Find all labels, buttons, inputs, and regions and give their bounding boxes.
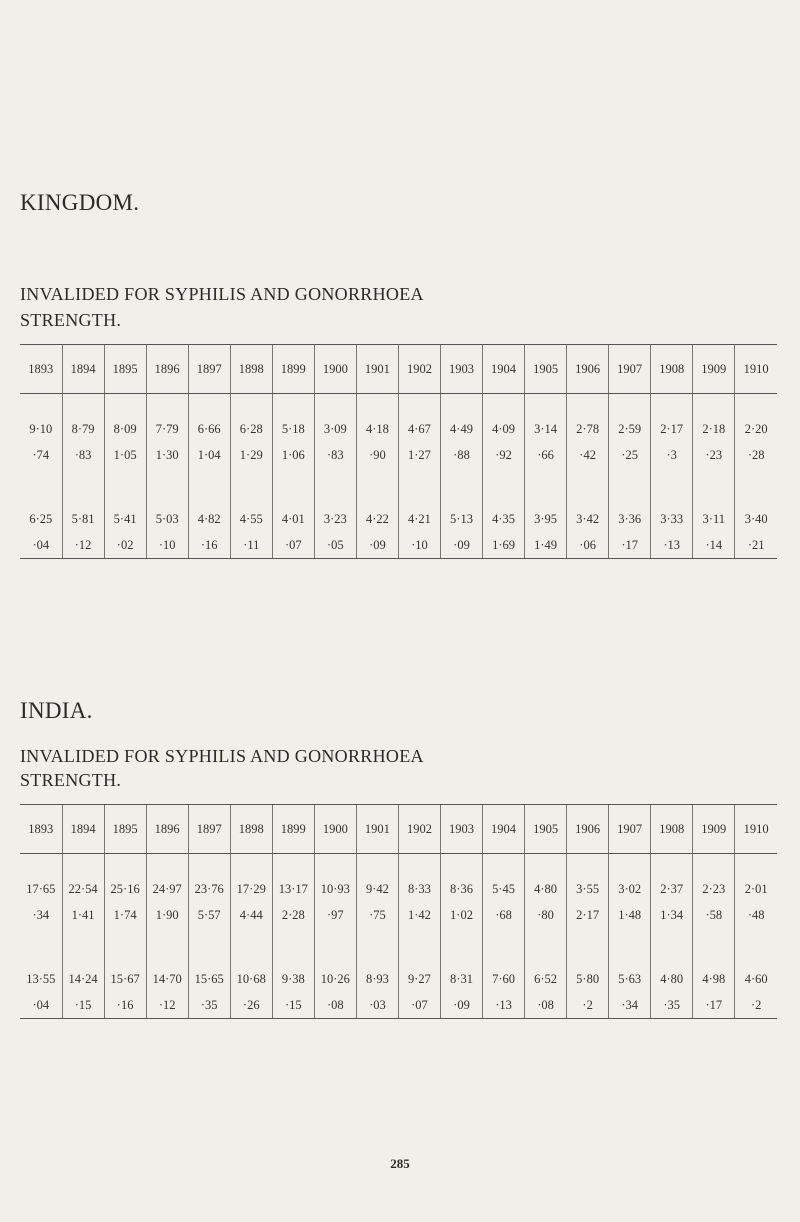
- table-row: [20, 876, 777, 902]
- year-header: 1905: [525, 345, 567, 394]
- year-header: 1894: [62, 805, 104, 854]
- table-cell: ·34: [609, 992, 651, 1019]
- year-header: 1906: [567, 345, 609, 394]
- spacer-row: [20, 468, 777, 506]
- table-cell: 1·04: [188, 442, 230, 468]
- year-header: 1907: [609, 805, 651, 854]
- table-cell: 4·67: [398, 416, 440, 442]
- table-cell: ·74: [32, 447, 50, 462]
- table-row: [20, 532, 777, 559]
- table-cell: 4·98: [693, 966, 735, 992]
- table-cell: ·13: [651, 532, 693, 559]
- table-cell: 1·69: [483, 532, 525, 559]
- year-header: 1900: [314, 345, 356, 394]
- india-subtitle-line1: INVALIDED FOR SYPHILIS AND GONORRHOEA: [20, 746, 424, 766]
- india-table: [20, 804, 777, 1019]
- table-cell: ·83: [314, 442, 356, 468]
- header-row: [20, 805, 777, 854]
- page-number: 285: [390, 1156, 410, 1171]
- table-cell: ·15: [272, 992, 314, 1019]
- india-heading: INDIA.: [20, 698, 93, 723]
- year-header: 1903: [440, 345, 482, 394]
- year-header: 1893: [20, 345, 62, 394]
- table-cell: 4·01: [272, 506, 314, 532]
- table-cell: ·13: [483, 992, 525, 1019]
- table-cell: ·2: [735, 992, 777, 1019]
- table-cell: ·05: [314, 532, 356, 559]
- table-cell: ·83: [62, 442, 104, 468]
- table-cell: ·06: [567, 532, 609, 559]
- table-cell: 15·67: [104, 966, 146, 992]
- table-cell: 7·60: [483, 966, 525, 992]
- table-cell: ·10: [398, 532, 440, 559]
- table-cell: ·03: [356, 992, 398, 1019]
- year-header: 1906: [567, 805, 609, 854]
- table-cell: ·75: [356, 902, 398, 928]
- table-cell: 17·65: [26, 881, 56, 896]
- table-cell: 22·54: [62, 876, 104, 902]
- table-cell: ·48: [735, 902, 777, 928]
- table-cell: ·58: [693, 902, 735, 928]
- table-cell: ·08: [314, 992, 356, 1019]
- table-cell: 2·37: [651, 876, 693, 902]
- kingdom-heading: KINGDOM.: [20, 190, 140, 215]
- table-cell: 1·30: [146, 442, 188, 468]
- year-header: 1903: [440, 805, 482, 854]
- table-cell: ·66: [525, 442, 567, 468]
- table-cell: ·68: [483, 902, 525, 928]
- table-cell: 5·18: [272, 416, 314, 442]
- table-cell: 3·09: [314, 416, 356, 442]
- table-cell: 6·66: [188, 416, 230, 442]
- year-header: 1893: [20, 805, 62, 854]
- table-cell: 24·97: [146, 876, 188, 902]
- year-header: 1894: [62, 345, 104, 394]
- table-cell: 1·74: [104, 902, 146, 928]
- table-cell: 7·79: [146, 416, 188, 442]
- table-cell: 8·31: [440, 966, 482, 992]
- table-cell: ·17: [609, 532, 651, 559]
- table-cell: 5·81: [62, 506, 104, 532]
- table-cell: 3·42: [567, 506, 609, 532]
- table-cell: ·09: [356, 532, 398, 559]
- table-row: [20, 416, 777, 442]
- table-cell: 8·93: [356, 966, 398, 992]
- table-cell: 5·41: [104, 506, 146, 532]
- table-cell: ·26: [230, 992, 272, 1019]
- table-cell: 3·36: [609, 506, 651, 532]
- table-cell: 5·57: [188, 902, 230, 928]
- table-cell: ·88: [440, 442, 482, 468]
- table-cell: 10·26: [314, 966, 356, 992]
- year-header: 1895: [104, 805, 146, 854]
- spacer-row: [20, 928, 777, 966]
- table-cell: 9·10: [29, 421, 53, 436]
- year-header: 1899: [272, 345, 314, 394]
- table-cell: 8·09: [104, 416, 146, 442]
- table-cell: 6·28: [230, 416, 272, 442]
- year-header: 1900: [314, 805, 356, 854]
- year-header: 1895: [104, 345, 146, 394]
- table-cell: ·09: [440, 532, 482, 559]
- table-cell: ·34: [32, 907, 50, 922]
- table-cell: ·35: [188, 992, 230, 1019]
- table-cell: ·08: [525, 992, 567, 1019]
- table-cell: 4·55: [230, 506, 272, 532]
- table-cell: ·11: [230, 532, 272, 559]
- table-cell: ·09: [440, 992, 482, 1019]
- year-header: 1904: [483, 345, 525, 394]
- year-header: 1902: [398, 345, 440, 394]
- table-cell: 1·06: [272, 442, 314, 468]
- table-cell: 4·18: [356, 416, 398, 442]
- table-cell: 13·55: [26, 971, 56, 986]
- table-cell: 1·34: [651, 902, 693, 928]
- table-cell: 3·14: [525, 416, 567, 442]
- table-cell: 1·02: [440, 902, 482, 928]
- year-header: 1896: [146, 345, 188, 394]
- table-cell: 2·17: [567, 902, 609, 928]
- table-cell: ·80: [525, 902, 567, 928]
- table-cell: ·16: [188, 532, 230, 559]
- year-header: 1905: [525, 805, 567, 854]
- table-cell: 1·48: [609, 902, 651, 928]
- table-cell: ·12: [146, 992, 188, 1019]
- table-cell: 3·40: [735, 506, 777, 532]
- table-cell: 1·05: [104, 442, 146, 468]
- table-cell: 5·80: [567, 966, 609, 992]
- table-cell: 2·28: [272, 902, 314, 928]
- table-cell: 2·23: [693, 876, 735, 902]
- table-cell: 23·76: [188, 876, 230, 902]
- table-cell: 25·16: [104, 876, 146, 902]
- table-row: [20, 902, 777, 928]
- table-cell: 1·42: [398, 902, 440, 928]
- table-cell: 4·35: [483, 506, 525, 532]
- table-cell: 2·20: [735, 416, 777, 442]
- spacer-row: [20, 394, 777, 417]
- table-cell: 5·63: [609, 966, 651, 992]
- table-cell: ·3: [651, 442, 693, 468]
- table-cell: ·21: [735, 532, 777, 559]
- table-cell: ·28: [735, 442, 777, 468]
- kingdom-subtitle-line2: STRENGTH.: [20, 310, 122, 330]
- table-cell: 3·55: [567, 876, 609, 902]
- table-cell: ·04: [20, 532, 62, 559]
- table-cell: 14·70: [146, 966, 188, 992]
- table-cell: 1·27: [398, 442, 440, 468]
- table-cell: ·2: [567, 992, 609, 1019]
- table-cell: 3·11: [693, 506, 735, 532]
- table-cell: 4·44: [230, 902, 272, 928]
- table-cell: 10·68: [230, 966, 272, 992]
- table-cell: 1·41: [62, 902, 104, 928]
- table-cell: ·04: [20, 992, 62, 1019]
- table-cell: 4·09: [483, 416, 525, 442]
- table-cell: ·15: [62, 992, 104, 1019]
- table-cell: ·25: [609, 442, 651, 468]
- table-cell: ·07: [398, 992, 440, 1019]
- table-cell: 15·65: [188, 966, 230, 992]
- kingdom-table: [20, 344, 777, 559]
- table-cell: 10·93: [314, 876, 356, 902]
- table-cell: 1·49: [525, 532, 567, 559]
- table-cell: ·92: [483, 442, 525, 468]
- table-cell: ·16: [104, 992, 146, 1019]
- table-row: [20, 506, 777, 532]
- year-header: 1904: [483, 805, 525, 854]
- table-cell: 1·29: [230, 442, 272, 468]
- table-cell: ·14: [693, 532, 735, 559]
- spacer-row: [20, 854, 777, 877]
- table-cell: 4·21: [398, 506, 440, 532]
- table-row: [20, 442, 777, 468]
- year-header: 1909: [693, 345, 735, 394]
- table-cell: 9·42: [356, 876, 398, 902]
- year-header: 1910: [735, 345, 777, 394]
- table-cell: 4·80: [651, 966, 693, 992]
- year-header: 1908: [651, 805, 693, 854]
- year-header: 1907: [609, 345, 651, 394]
- year-header: 1910: [735, 805, 777, 854]
- table-cell: 8·33: [398, 876, 440, 902]
- year-header: 1898: [230, 345, 272, 394]
- year-header: 1901: [356, 345, 398, 394]
- table-cell: 5·13: [440, 506, 482, 532]
- table-cell: 8·79: [62, 416, 104, 442]
- table-cell: 3·23: [314, 506, 356, 532]
- table-cell: ·35: [651, 992, 693, 1019]
- year-header: 1897: [188, 345, 230, 394]
- table-cell: 6·52: [525, 966, 567, 992]
- table-cell: ·10: [146, 532, 188, 559]
- table-cell: 2·01: [735, 876, 777, 902]
- table-cell: 1·90: [146, 902, 188, 928]
- table-cell: 8·36: [440, 876, 482, 902]
- table-cell: 13·17: [272, 876, 314, 902]
- table-cell: 3·33: [651, 506, 693, 532]
- table-cell: 9·27: [398, 966, 440, 992]
- india-subtitle-line2: STRENGTH.: [20, 770, 122, 790]
- table-cell: 4·60: [735, 966, 777, 992]
- table-cell: 3·95: [525, 506, 567, 532]
- table-cell: 4·22: [356, 506, 398, 532]
- year-header: 1902: [398, 805, 440, 854]
- table-cell: 17·29: [230, 876, 272, 902]
- table-cell: 14·24: [62, 966, 104, 992]
- table-cell: 9·38: [272, 966, 314, 992]
- table-cell: ·23: [693, 442, 735, 468]
- year-header: 1897: [188, 805, 230, 854]
- table-cell: ·90: [356, 442, 398, 468]
- year-header: 1899: [272, 805, 314, 854]
- table-cell: ·97: [314, 902, 356, 928]
- table-row: [20, 966, 777, 992]
- kingdom-subtitle-line1: INVALIDED FOR SYPHILIS AND GONORRHOEA: [20, 284, 424, 304]
- table-cell: 2·18: [693, 416, 735, 442]
- table-cell: ·02: [104, 532, 146, 559]
- table-cell: 2·17: [651, 416, 693, 442]
- table-cell: 2·59: [609, 416, 651, 442]
- table-cell: 4·49: [440, 416, 482, 442]
- table-cell: ·12: [62, 532, 104, 559]
- table-cell: 3·02: [609, 876, 651, 902]
- header-row: [20, 345, 777, 394]
- table-cell: 4·82: [188, 506, 230, 532]
- year-header: 1898: [230, 805, 272, 854]
- year-header: 1896: [146, 805, 188, 854]
- year-header: 1901: [356, 805, 398, 854]
- table-cell: 2·78: [567, 416, 609, 442]
- table-cell: 6·25: [29, 511, 53, 526]
- table-cell: 4·80: [525, 876, 567, 902]
- table-cell: ·17: [693, 992, 735, 1019]
- table-cell: 5·45: [483, 876, 525, 902]
- table-cell: ·42: [567, 442, 609, 468]
- table-cell: 5·03: [146, 506, 188, 532]
- year-header: 1908: [651, 345, 693, 394]
- table-cell: ·07: [272, 532, 314, 559]
- table-row: [20, 992, 777, 1019]
- year-header: 1909: [693, 805, 735, 854]
